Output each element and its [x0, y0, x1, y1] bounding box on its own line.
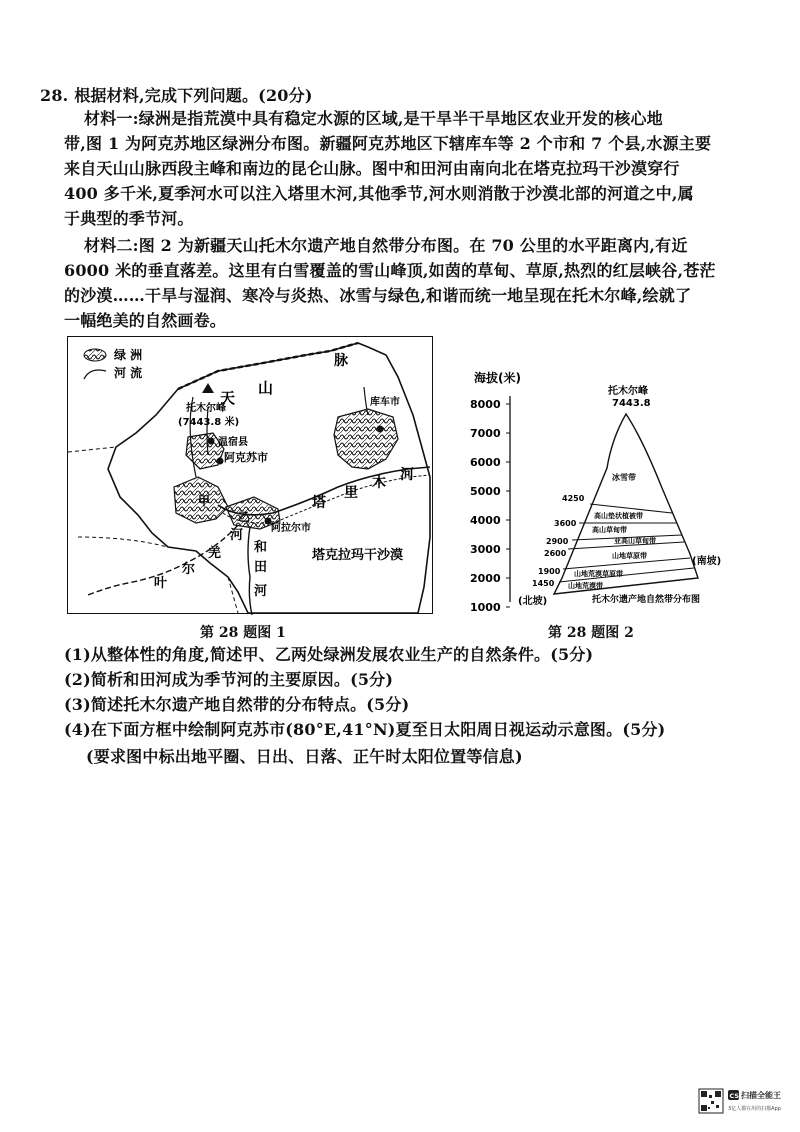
y-tick-2000: 2000	[470, 572, 501, 585]
sub-question-3: (3)简述托木尔遗产地自然带的分布特点。(5分)	[64, 695, 410, 714]
north-slope-label: (北坡)	[518, 596, 548, 607]
cs-logo-text: CS	[729, 1092, 740, 1100]
label-mai: 脉	[334, 353, 348, 369]
label-tomur-height: (7443.8 米)	[178, 417, 240, 428]
wensu-city-dot	[208, 438, 215, 445]
legend-oasis-label: 绿 洲	[114, 348, 143, 362]
sub-question-1: (1)从整体性的角度,简述甲、乙两处绿洲发展农业生产的自然条件。(5分)	[64, 645, 594, 664]
zone-ice-snow: 冰雪带	[612, 473, 636, 482]
label-yark-qiang: 羌	[208, 546, 222, 561]
legend-river-label: 河 流	[114, 366, 143, 380]
label-yark-ye: 叶	[154, 576, 168, 591]
stamp-subtitle: 3亿人都在用的扫描App	[728, 1106, 781, 1112]
material1-line-4: 400 多千米,夏季河水可以注入塔里木河,其他季节,河水则消散于沙漠北部的河道之中,属	[64, 184, 694, 203]
boundary-1900: 1900	[538, 567, 561, 576]
scanner-watermark	[698, 1086, 788, 1120]
zone-mountain-steppe: 山地草原带	[612, 552, 647, 560]
kuche-city-dot	[377, 426, 384, 433]
label-hotan-he: 和	[254, 540, 268, 555]
label-wensu: 温宿县	[218, 437, 248, 448]
material2-line-3: 的沙漠……干旱与湿润、寒冷与炎热、冰雪与绿色,和谐而统一地呈现在托木尔峰,绘就了	[64, 286, 692, 305]
peak-name: 托木尔峰	[608, 386, 648, 397]
sub-question-4: (4)在下面方框中绘制阿克苏市(80°E,41°N)夏至日太阳周日视运动示意图。(5分)	[64, 720, 666, 739]
label-yark-er: 尔	[182, 562, 196, 577]
figure1-caption: 第 28 题图 1	[200, 625, 286, 641]
label-tarim-he: 河	[400, 467, 414, 483]
zone-alpine-cushion: 高山垫状植被带	[594, 512, 643, 520]
boundary-1450: 1450	[532, 579, 555, 588]
material2-line-4: 一幅绝美的自然画卷。	[64, 311, 227, 330]
y-tick-1000: 1000	[470, 601, 501, 614]
label-yark-he: 河	[230, 528, 244, 543]
y-tick-7000: 7000	[470, 427, 501, 440]
boundary-3600: 3600	[554, 519, 577, 528]
label-tomur: 托木尔峰	[186, 403, 226, 414]
y-tick-8000: 8000	[470, 398, 501, 411]
label-alaer: 阿拉尔市	[271, 523, 311, 534]
peak-height: 7443.8	[612, 398, 651, 409]
y-axis-title: 海拔(米)	[474, 371, 521, 385]
oasis-legend-symbol	[84, 349, 106, 361]
label-hotan-he2: 河	[254, 584, 268, 599]
label-kuche: 库车市	[370, 397, 400, 408]
map-legend	[84, 347, 142, 380]
sub-question-4-requirement: (要求图中标出地平圈、日出、日落、正午时太阳位置等信息)	[86, 747, 523, 766]
material1-line-1: 材料一:绿洲是指荒漠中具有稳定水源的区域,是干旱半干旱地区农业开发的核心地	[84, 109, 663, 128]
label-tarim-li: 里	[344, 485, 358, 501]
boundary-4250: 4250	[562, 494, 585, 503]
material1-line-3: 来自天山山脉西段主峰和南边的昆仑山脉。图中和田河由南向北在塔克拉玛干沙漠穿行	[64, 159, 680, 178]
boundary-2900: 2900	[546, 537, 569, 546]
material1-line-2: 带,图 1 为阿克苏地区绿洲分布图。新疆阿克苏地区下辖库车等 2 个市和 7 个县,水源主要	[64, 134, 712, 153]
mountain-profile	[554, 414, 698, 594]
y-tick-3000: 3000	[470, 543, 501, 556]
zone-alpine-meadow: 高山草甸带	[592, 526, 627, 534]
zone-desert-steppe: 山地荒漠草原带	[574, 570, 623, 578]
zone-subalpine-meadow: 亚高山草甸带	[614, 537, 656, 545]
stamp-title: 扫描全能王	[741, 1091, 781, 1100]
y-tick-4000: 4000	[470, 514, 501, 527]
material2-line-1: 材料二:图 2 为新疆天山托木尔遗产地自然带分布图。在 70 公里的水平距离内,有近	[84, 236, 688, 255]
figure2-diagram	[462, 368, 722, 618]
material1-line-5: 于典型的季节河。	[64, 209, 194, 228]
label-yi: 乙	[238, 510, 251, 524]
boundary-2600: 2600	[544, 549, 567, 558]
south-slope-label: (南坡)	[692, 556, 722, 567]
figure2-caption: 第 28 题图 2	[548, 625, 634, 641]
label-tarim-mu: 木	[372, 475, 386, 491]
label-jia: 甲	[198, 494, 211, 508]
label-tian: 天	[220, 389, 236, 407]
label-hotan-tian: 田	[254, 560, 268, 575]
y-tick-5000: 5000	[470, 485, 501, 498]
label-tarim-ta: 塔	[312, 495, 326, 511]
zone-mountain-desert: 山地荒漠带	[568, 582, 603, 590]
label-shan: 山	[258, 379, 274, 397]
figure1-map	[67, 336, 433, 614]
river-legend-symbol	[84, 370, 106, 379]
label-akesu: 阿克苏市	[224, 451, 268, 464]
sub-question-2: (2)简析和田河成为季节河的主要原因。(5分)	[64, 670, 394, 689]
label-desert: 塔克拉玛干沙漠	[312, 548, 404, 563]
akesu-city-dot	[217, 458, 224, 465]
y-tick-6000: 6000	[470, 456, 501, 469]
question-title: 28. 根据材料,完成下列问题。(20分)	[40, 86, 313, 105]
material2-line-2: 6000 米的垂直落差。这里有白雪覆盖的雪山峰顶,如茵的草甸、草原,热烈的红层峡谷,苍茫	[64, 261, 716, 280]
diagram-title: 托木尔遗产地自然带分布图	[592, 595, 701, 605]
